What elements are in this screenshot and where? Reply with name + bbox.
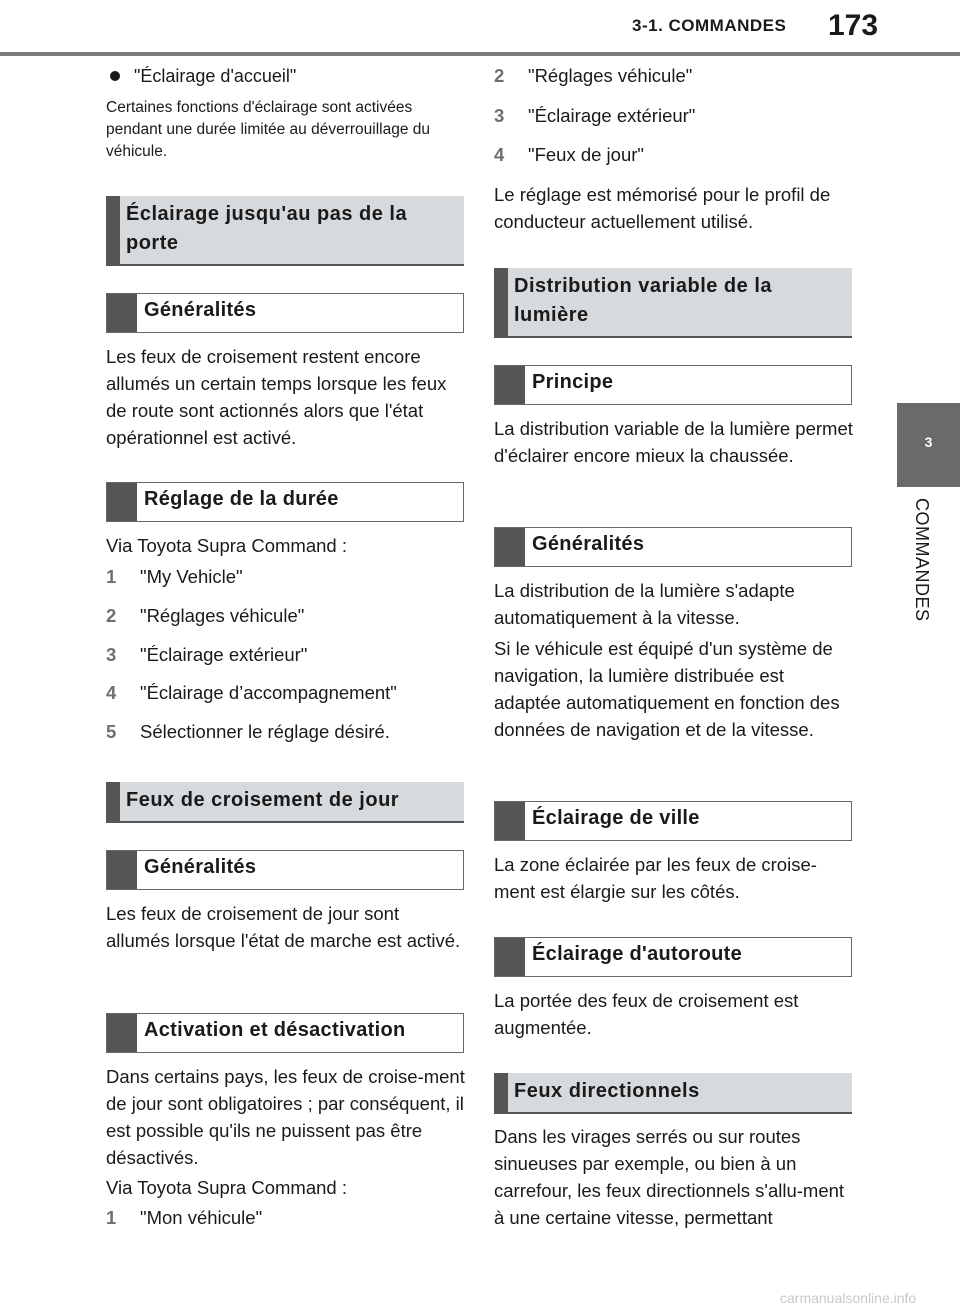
intro-paragraph: Certaines fonctions d'éclairage sont activées pendant une durée limitée au déverrouillage du véhicule. [106, 99, 431, 160]
paragraph-cornering-lights: Dans les virages serrés ou sur routes sinueuses par exemple, ou bien à un carrefour, les feux directionnels s'allu-ment à une certaine vitesse, permettant [494, 1126, 845, 1228]
via-command-1: Via Toyota Supra Command : [106, 535, 347, 556]
subheading-principle [494, 365, 852, 405]
step-item: 2 "Réglages véhicule" [494, 65, 693, 86]
bullet-dot-icon [110, 71, 120, 81]
subheading-text: Généralités [144, 299, 257, 321]
subheading-generalities-1 [106, 293, 464, 333]
step-item: 4 "Éclairage d’accompagnement" [106, 682, 397, 703]
subheading-generalities-3 [494, 527, 852, 567]
paragraph-low-beam: Les feux de croisement restent encore allumés un certain temps lorsque les feux de route sont actionnés alors que l'état opérationnel est activé. [106, 346, 447, 448]
chapter-tab: 3 [897, 403, 960, 487]
header-divider [0, 52, 960, 56]
subheading-duration-setting [106, 482, 464, 522]
section-heading-threshold-lighting: Éclairage jusqu'au pas de la porte [106, 196, 464, 266]
subheading-text: Éclairage de ville [532, 807, 700, 829]
subheading-marker [107, 1014, 137, 1052]
page-number: 173 [828, 9, 879, 42]
subheading-text: Éclairage d'autoroute [532, 943, 742, 965]
subheading-text: Principe [532, 371, 614, 393]
step-item: 1 "Mon véhicule" [106, 1207, 263, 1228]
step-item: 1 "My Vehicle" [106, 566, 243, 587]
subheading-text: Généralités [532, 533, 645, 555]
subheading-generalities-2 [106, 850, 464, 890]
section-heading-daytime-lights: Feux de croisement de jour [106, 782, 464, 823]
subheading-marker [107, 483, 137, 521]
subheading-highway-lighting [494, 937, 852, 977]
section-heading-variable-light: Distribution variable de la lumière [494, 268, 852, 338]
subheading-activation [106, 1013, 464, 1053]
subheading-marker [495, 528, 525, 566]
subheading-marker [107, 851, 137, 889]
paragraph-highway-lighting: La portée des feux de croisement est augmentée. [494, 990, 799, 1038]
paragraph-navigation: Si le véhicule est équipé d'un système de navigation, la lumière distribuée est adaptée automatiquement en fonction des données de navigation et de la vitesse. [494, 638, 840, 740]
bullet-heading-text: "Éclairage d'accueil" [134, 66, 297, 86]
subheading-marker [495, 938, 525, 976]
paragraph-speed-adapt: La distribution de la lumière s'adapte automatiquement à la vitesse. [494, 580, 795, 628]
subheading-text: Réglage de la durée [144, 488, 339, 510]
step-item: 5 Sélectionner le réglage désiré. [106, 721, 390, 742]
watermark-text: carmanualsonline.info [780, 1290, 917, 1306]
paragraph-principle: La distribution variable de la lumière permet d'éclairer encore mieux la chaussée. [494, 418, 853, 466]
paragraph-daytime-lights: Les feux de croisement de jour sont allumés lorsque l'état de marche est activé. [106, 903, 461, 951]
subheading-text: Activation et désactivation [144, 1019, 406, 1041]
step-item: 2 "Réglages véhicule" [106, 605, 305, 626]
bullet-heading [106, 63, 296, 89]
step-item: 4 "Feux de jour" [494, 144, 644, 165]
section-heading-cornering-lights: Feux directionnels [494, 1073, 852, 1114]
subheading-marker [495, 366, 525, 404]
via-command-2: Via Toyota Supra Command : [106, 1177, 347, 1198]
paragraph-city-lighting: La zone éclairée par les feux de croise-ment est élargie sur les côtés. [494, 854, 817, 902]
step-item: 3 "Éclairage extérieur" [494, 105, 696, 126]
subheading-marker [495, 802, 525, 840]
paragraph-memorized: Le réglage est mémorisé pour le profil de conducteur actuellement utilisé. [494, 184, 831, 232]
subheading-text: Généralités [144, 856, 257, 878]
subheading-city-lighting [494, 801, 852, 841]
step-item: 3 "Éclairage extérieur" [106, 644, 308, 665]
subheading-marker [107, 294, 137, 332]
chapter-label: COMMANDES [912, 498, 932, 622]
paragraph-mandatory-countries: Dans certains pays, les feux de croise-ment de jour sont obligatoires ; par conséquent, il est possible qu'ils ne puissent pas être désactivés. [106, 1066, 465, 1168]
section-title: 3-1. COMMANDES [632, 16, 787, 35]
